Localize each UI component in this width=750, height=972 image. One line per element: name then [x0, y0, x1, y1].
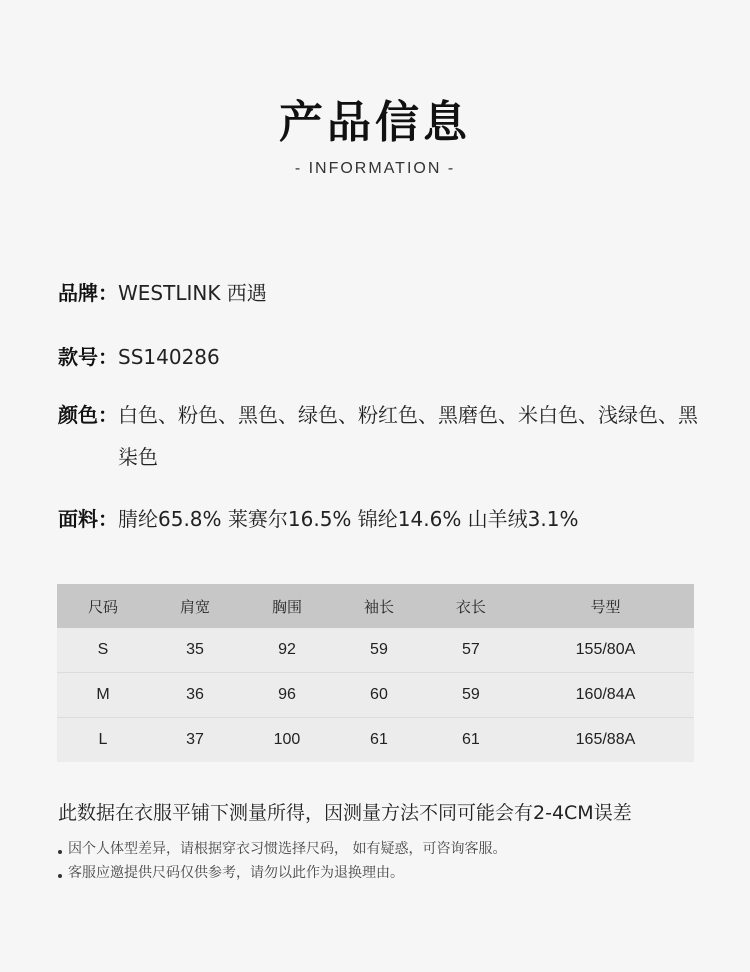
code-label: 款号： [58, 345, 118, 369]
bullet-icon [58, 874, 62, 878]
table-cell: 160/84A [517, 673, 694, 718]
brand-row [58, 272, 698, 314]
page-title: 产品信息 [279, 97, 471, 148]
table-cell: 60 [333, 673, 425, 718]
note-list [58, 836, 506, 884]
brand-value: WESTLINK 西遇 [118, 281, 267, 305]
table-cell: 100 [241, 718, 333, 763]
table-cell: M [57, 673, 149, 718]
table-cell: 59 [425, 673, 517, 718]
table-cell: L [57, 718, 149, 763]
table-cell: S [57, 628, 149, 673]
table-row [57, 673, 694, 718]
table-cell: 155/80A [517, 628, 694, 673]
note-text: 客服应邀提供尺码仅供参考，请勿以此作为退换理由。 [68, 865, 404, 881]
code-row [58, 336, 698, 378]
measurement-note: 此数据在衣服平铺下测量所得，因测量方法不同可能会有2-4CM误差 [58, 802, 632, 824]
header-size: 尺码 [57, 584, 149, 628]
table-cell: 92 [241, 628, 333, 673]
table-cell: 37 [149, 718, 241, 763]
color-label: 颜色： [58, 403, 118, 427]
fabric-label: 面料： [58, 507, 118, 531]
list-item [58, 860, 506, 884]
list-item [58, 836, 506, 860]
table-cell: 165/88A [517, 718, 694, 763]
bullet-icon [58, 850, 62, 854]
brand-label: 品牌： [58, 281, 118, 305]
table-header-row [57, 584, 694, 628]
color-value: 白色、粉色、黑色、绿色、粉红色、黑磨色、米白色、浅绿色、黑柒色 [118, 403, 698, 469]
header-sleeve: 袖长 [333, 584, 425, 628]
table-cell: 35 [149, 628, 241, 673]
table-cell: 61 [425, 718, 517, 763]
fabric-value: 腈纶65.8% 莱赛尔16.5% 锦纶14.6% 山羊绒3.1% [118, 507, 579, 531]
note-text: 因个人体型差异，请根据穿衣习惯选择尺码， 如有疑惑，可咨询客服。 [68, 841, 507, 857]
table-row [57, 628, 694, 673]
header-model: 号型 [517, 584, 694, 628]
code-value: SS140286 [118, 345, 220, 369]
header-length: 衣长 [425, 584, 517, 628]
header-shoulder: 肩宽 [149, 584, 241, 628]
table-row [57, 718, 694, 763]
table-cell: 57 [425, 628, 517, 673]
color-row [58, 394, 698, 478]
header-chest: 胸围 [241, 584, 333, 628]
size-table [57, 584, 694, 762]
table-cell: 61 [333, 718, 425, 763]
table-cell: 59 [333, 628, 425, 673]
page-subtitle: - INFORMATION - [294, 160, 456, 177]
table-cell: 36 [149, 673, 241, 718]
table-cell: 96 [241, 673, 333, 718]
fabric-row [58, 498, 698, 540]
